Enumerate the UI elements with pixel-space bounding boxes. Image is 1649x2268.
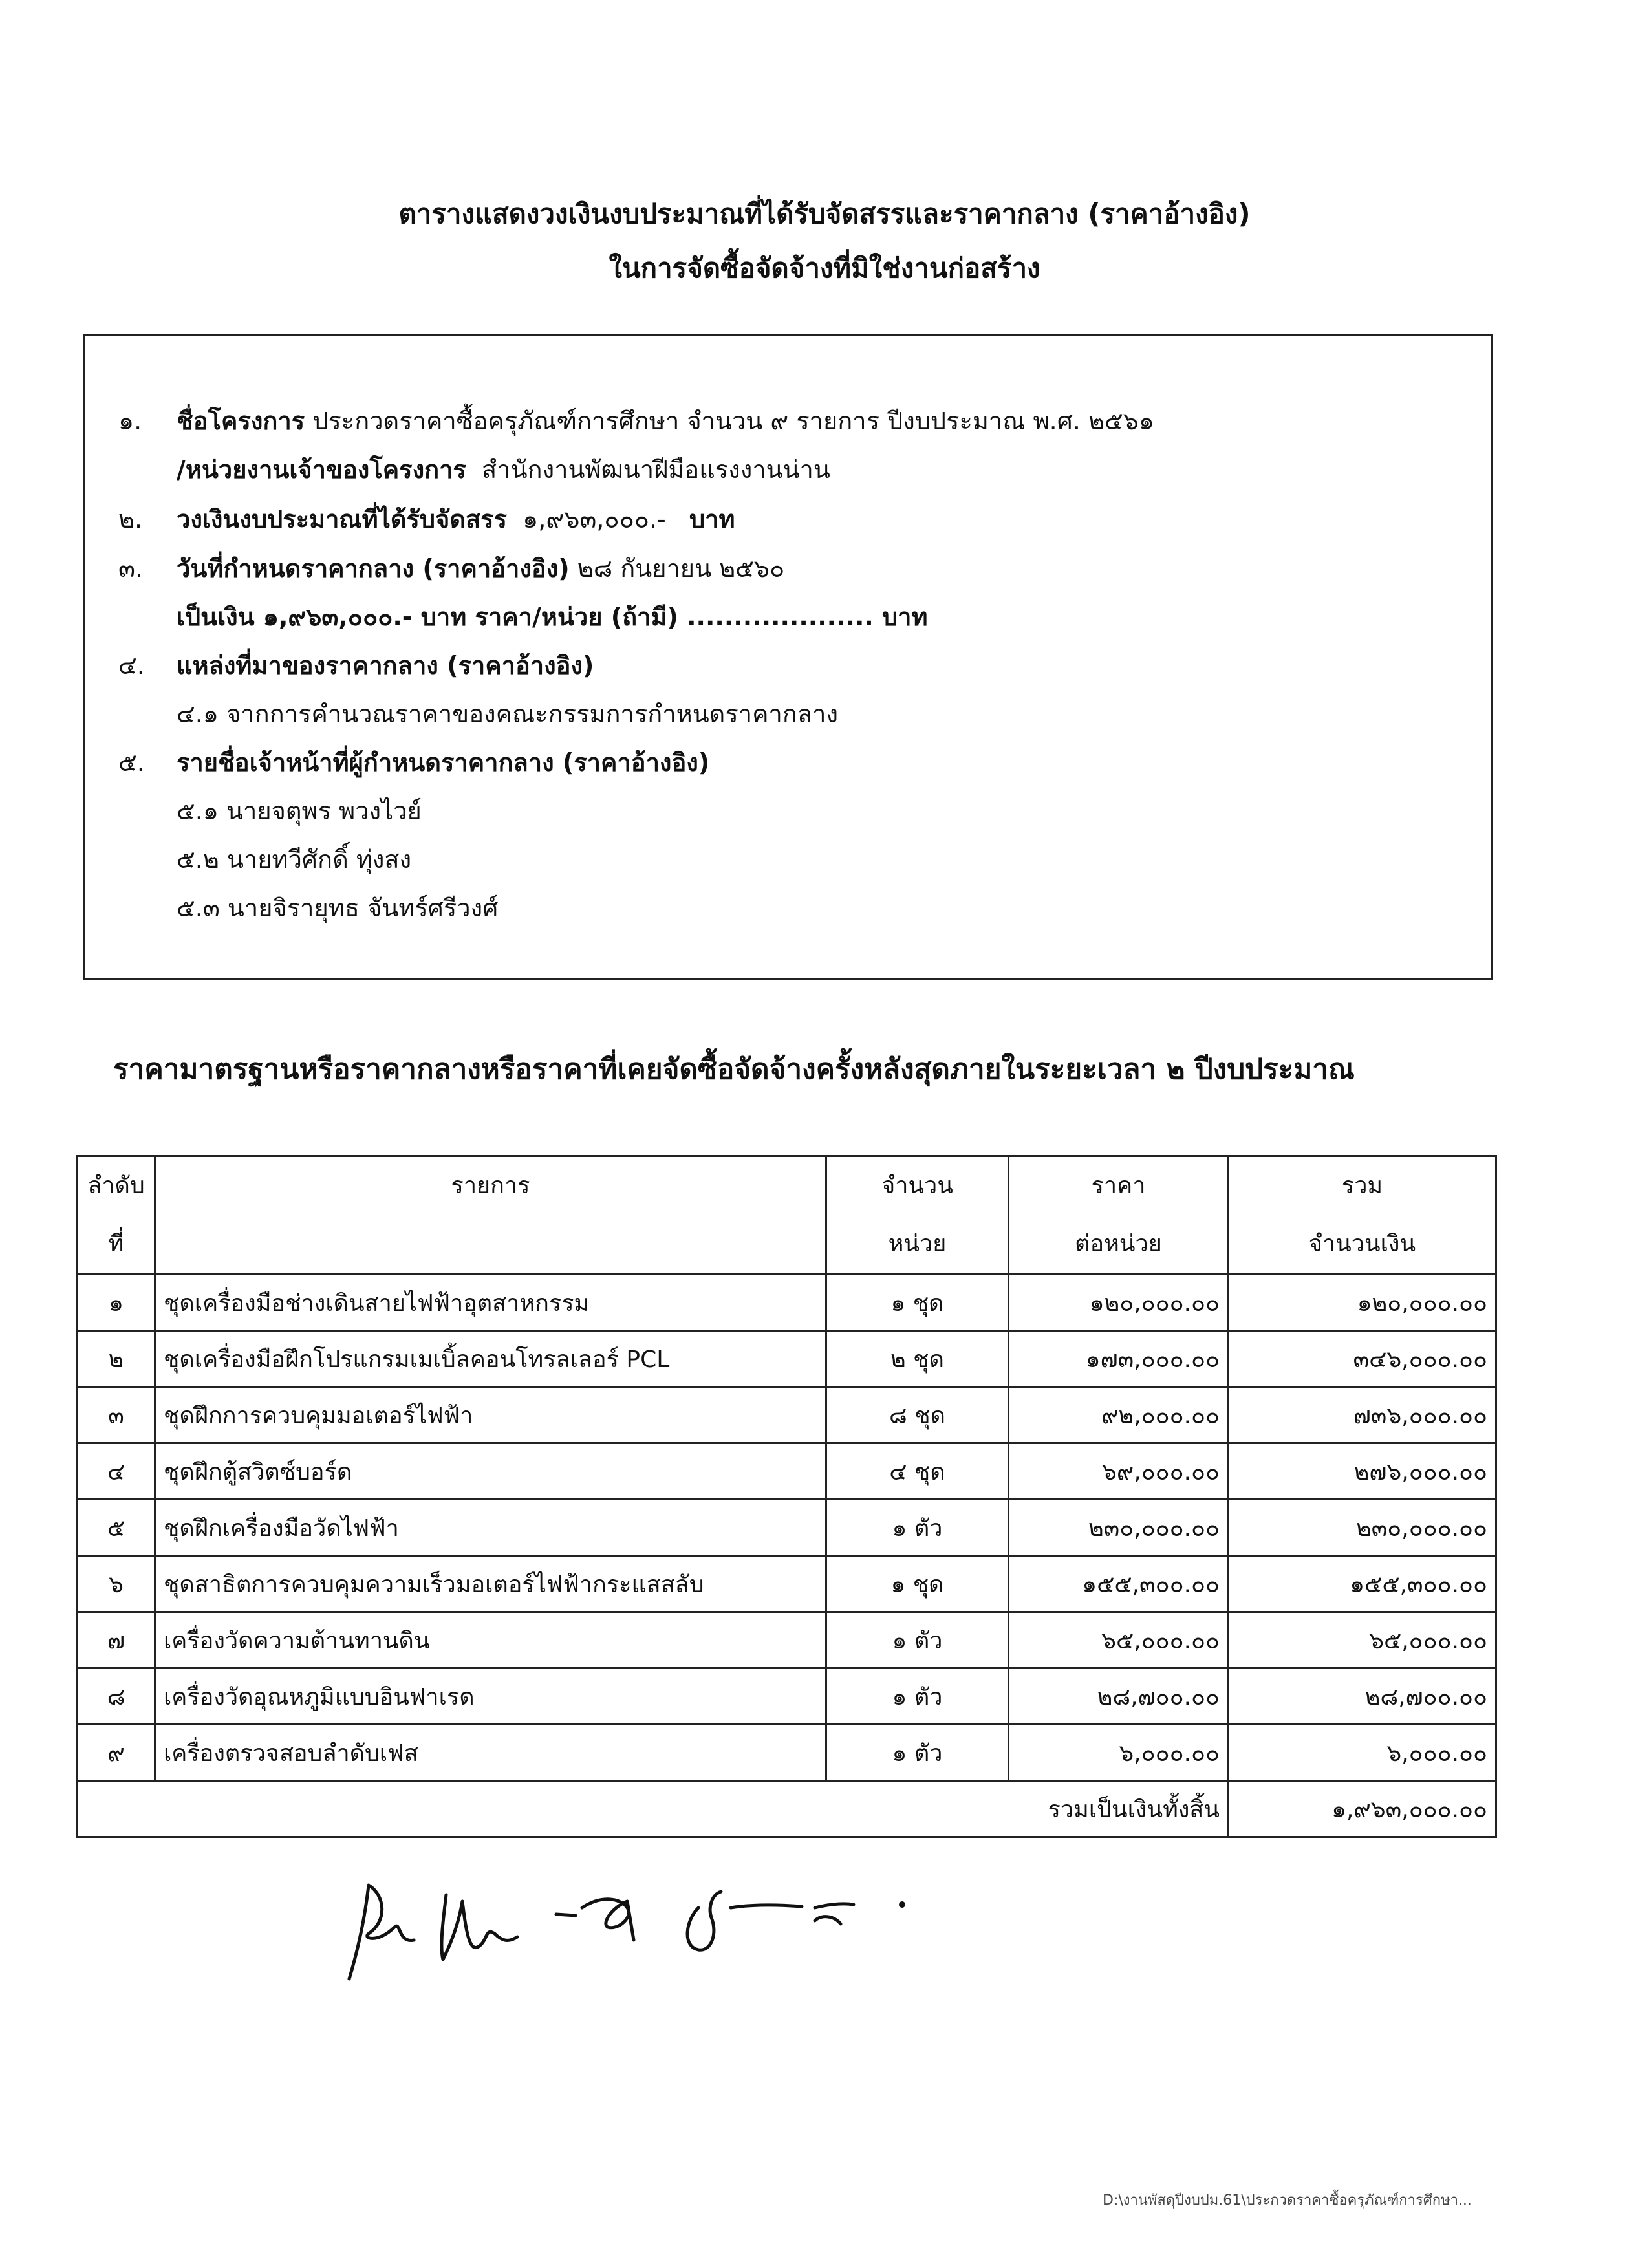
official-1-name: ๕.๑ นายจตุพร พวงไวย์: [177, 797, 422, 825]
header-total-line2: จำนวนเงิน: [1308, 1231, 1416, 1257]
row-price: ๖,๐๐๐.๐๐: [1009, 1725, 1229, 1781]
row-no: ๑: [78, 1275, 155, 1331]
table-header-row: [78, 1156, 1496, 1275]
row-total: ๗๓๖,๐๐๐.๐๐: [1229, 1387, 1496, 1443]
grand-total-label: รวมเป็นเงินทั้งสิ้น: [78, 1781, 1229, 1837]
row-total: ๒๘,๗๐๐.๐๐: [1229, 1669, 1496, 1725]
header-no: [78, 1156, 155, 1275]
row-no: ๓: [78, 1387, 155, 1443]
header-price-line1: ราคา: [1091, 1172, 1146, 1199]
reference-date-value: ๒๘ กันยายน ๒๕๖๐: [577, 554, 785, 583]
row-qty: ๑ ชุด: [826, 1275, 1009, 1331]
header-qty: [826, 1156, 1009, 1275]
row-qty: ๑ ตัว: [826, 1669, 1009, 1725]
header-item: [155, 1156, 826, 1275]
officials-label: รายชื่อเจ้าหน้าที่ผู้กำหนดราคากลาง (ราคาอ้างอิง): [177, 748, 710, 777]
info-item-4-number: ๔.: [118, 651, 145, 680]
row-qty: ๑ ตัว: [826, 1500, 1009, 1556]
row-item: ชุดสาธิตการควบคุมความเร็วมอเตอร์ไฟฟ้ากระแสสลับ: [155, 1556, 826, 1612]
row-total: ๑๕๕,๓๐๐.๐๐: [1229, 1556, 1496, 1612]
owner-unit-label: /หน่วยงานเจ้าของโครงการ: [177, 455, 466, 484]
row-price: ๑๒๐,๐๐๐.๐๐: [1009, 1275, 1229, 1331]
row-price: ๒๘,๗๐๐.๐๐: [1009, 1669, 1229, 1725]
table-row: [78, 1500, 1496, 1556]
info-item-5-number: ๕.: [118, 748, 145, 777]
row-total: ๓๔๖,๐๐๐.๐๐: [1229, 1331, 1496, 1387]
official-2-name: ๕.๒ นายทวีศักดิ์ ทุ่งสง: [177, 845, 412, 874]
row-item: ชุดเครื่องมือช่างเดินสายไฟฟ้าอุตสาหกรรม: [155, 1275, 826, 1331]
row-item: ชุดเครื่องมือฝึกโปรแกรมเมเบิ้ลคอนโทรลเลอร์ PCL: [155, 1331, 826, 1387]
row-qty: ๔ ชุด: [826, 1443, 1009, 1500]
row-qty: ๒ ชุด: [826, 1331, 1009, 1387]
row-item: ชุดฝึกตู้สวิตซ์บอร์ด: [155, 1443, 826, 1500]
price-table: [76, 1155, 1497, 1838]
price-source-value: ๔.๑ จากการคำนวณราคาของคณะกรรมการกำหนดราคากลาง: [177, 700, 839, 728]
official-3-name: ๕.๓ นายจิรายุทธ จันทร์ศรีวงศ์: [177, 894, 499, 922]
header-total-line1: รวม: [1341, 1172, 1383, 1199]
row-item: เครื่องวัดความต้านทานดิน: [155, 1612, 826, 1669]
table-row: [78, 1612, 1496, 1669]
document-subtitle: ในการจัดซื้อจัดจ้างที่มิใช่งานก่อสร้าง: [609, 252, 1040, 284]
project-name-value: ประกวดราคาซื้อครุภัณฑ์การศึกษา จำนวน ๙ รายการ ปีงบประมาณ พ.ศ. ๒๕๖๑: [312, 407, 1155, 435]
header-price-line2: ต่อหน่วย: [1075, 1231, 1162, 1257]
row-price: ๑๗๓,๐๐๐.๐๐: [1009, 1331, 1229, 1387]
table-row: [78, 1443, 1496, 1500]
reference-amount-text: เป็นเงิน ๑,๙๖๓,๐๐๐.- บาท ราคา/หน่วย (ถ้ามี) .................... บาท: [177, 603, 928, 631]
signature-4: [687, 1892, 802, 1950]
table-row: [78, 1725, 1496, 1781]
header-item-label: รายการ: [451, 1172, 530, 1199]
reference-date-label: วันที่กำหนดราคากลาง (ราคาอ้างอิง): [177, 554, 570, 583]
header-qty-line1: จำนวน: [881, 1172, 953, 1199]
table-row: [78, 1669, 1496, 1725]
row-no: ๙: [78, 1725, 155, 1781]
signature-5: [815, 1904, 854, 1924]
header-price: [1009, 1156, 1229, 1275]
signature-1: [349, 1885, 414, 1979]
row-item: เครื่องตรวจสอบลำดับเฟส: [155, 1725, 826, 1781]
row-no: ๘: [78, 1669, 155, 1725]
project-name-label: ชื่อโครงการ: [177, 407, 305, 435]
row-qty: ๑ ชุด: [826, 1556, 1009, 1612]
row-qty: ๑ ตัว: [826, 1725, 1009, 1781]
row-no: ๖: [78, 1556, 155, 1612]
price-source-label: แหล่งที่มาของราคากลาง (ราคาอ้างอิง): [177, 651, 594, 680]
signatures: [323, 1869, 944, 1998]
owner-unit-value: สำนักงานพัฒนาฝีมือแรงงานน่าน: [482, 455, 830, 484]
table-row: [78, 1331, 1496, 1387]
budget-unit: บาท: [689, 505, 735, 534]
row-total: ๑๒๐,๐๐๐.๐๐: [1229, 1275, 1496, 1331]
info-item-3-number: ๓.: [118, 554, 144, 583]
row-price: ๖๙,๐๐๐.๐๐: [1009, 1443, 1229, 1500]
grand-total-value: ๑,๙๖๓,๐๐๐.๐๐: [1229, 1781, 1496, 1837]
row-price: ๑๕๕,๓๐๐.๐๐: [1009, 1556, 1229, 1612]
signature-3: [556, 1899, 634, 1940]
signature-2: [442, 1895, 517, 1960]
row-total: ๒๗๖,๐๐๐.๐๐: [1229, 1443, 1496, 1500]
row-no: ๕: [78, 1500, 155, 1556]
row-no: ๗: [78, 1612, 155, 1669]
row-price: ๙๒,๐๐๐.๐๐: [1009, 1387, 1229, 1443]
row-qty: ๑ ตัว: [826, 1612, 1009, 1669]
header-total: [1229, 1156, 1496, 1275]
row-no: ๒: [78, 1331, 155, 1387]
budget-label: วงเงินงบประมาณที่ได้รับจัดสรร: [177, 505, 507, 534]
row-price: ๖๕,๐๐๐.๐๐: [1009, 1612, 1229, 1669]
table-row: [78, 1275, 1496, 1331]
table-row: [78, 1387, 1496, 1443]
row-price: ๒๓๐,๐๐๐.๐๐: [1009, 1500, 1229, 1556]
row-total: ๒๓๐,๐๐๐.๐๐: [1229, 1500, 1496, 1556]
row-item: ชุดฝึกการควบคุมมอเตอร์ไฟฟ้า: [155, 1387, 826, 1443]
header-no-line1: ลำดับ: [87, 1172, 145, 1199]
row-item: เครื่องวัดอุณหภูมิแบบอินฟาเรด: [155, 1669, 826, 1725]
budget-value: ๑,๙๖๓,๐๐๐.-: [523, 505, 666, 534]
table-row: [78, 1556, 1496, 1612]
document-title: ตารางแสดงวงเงินงบประมาณที่ได้รับจัดสรรและราคากลาง (ราคาอ้างอิง): [398, 198, 1251, 230]
header-qty-line2: หน่วย: [888, 1231, 947, 1257]
row-item: ชุดฝึกเครื่องมือวัดไฟฟ้า: [155, 1500, 826, 1556]
row-qty: ๘ ชุด: [826, 1387, 1009, 1443]
grand-total-row: [78, 1781, 1496, 1837]
file-path-footer: D:\งานพัสดุปีงบปม.61\ประกวดราคาซื้อครุภัณฑ์การศึกษา...: [1103, 2192, 1472, 2209]
section-2-title: ราคามาตรฐานหรือราคากลางหรือราคาที่เคยจัดซื้อจัดจ้างครั้งหลังสุดภายในระยะเวลา ๒ ปีงบประมาณ: [113, 1053, 1355, 1086]
ink-dot: [899, 1901, 905, 1908]
project-info-box: [83, 334, 1493, 980]
info-item-2-number: ๒.: [118, 505, 143, 534]
row-total: ๖๕,๐๐๐.๐๐: [1229, 1612, 1496, 1669]
row-no: ๔: [78, 1443, 155, 1500]
header-no-line2: ที่: [108, 1231, 124, 1257]
row-total: ๖,๐๐๐.๐๐: [1229, 1725, 1496, 1781]
info-item-1-number: ๑.: [118, 407, 142, 435]
